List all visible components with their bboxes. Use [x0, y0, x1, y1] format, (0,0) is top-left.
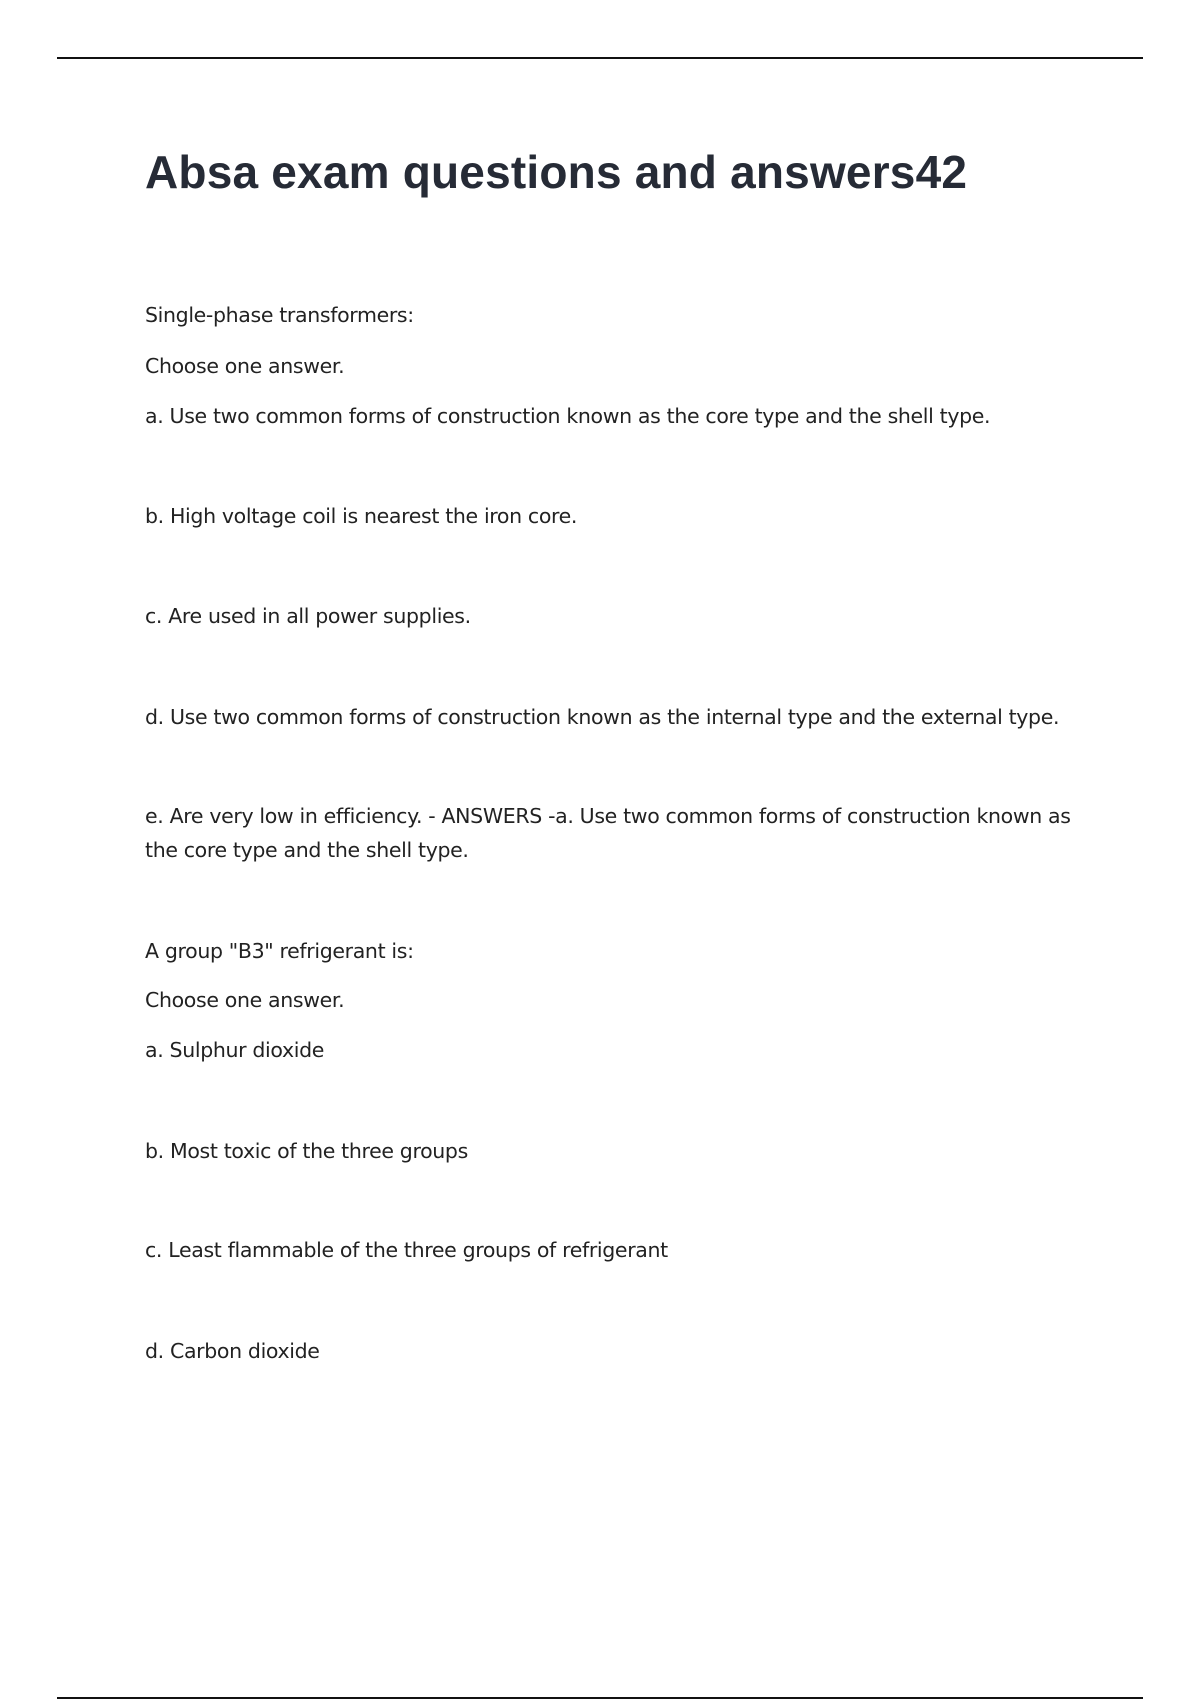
- top-divider: [57, 57, 1143, 59]
- question-2-option-c: c. Least flammable of the three groups of refrigerant: [145, 1238, 668, 1262]
- question-1-option-c: c. Are used in all power supplies.: [145, 604, 471, 628]
- question-1-option-b: b. High voltage coil is nearest the iron core.: [145, 504, 578, 528]
- bottom-divider: [57, 1697, 1143, 1699]
- question-2-option-a: a. Sulphur dioxide: [145, 1038, 325, 1062]
- question-1-option-d: d. Use two common forms of construction known as the internal type and the external type.: [145, 705, 1060, 729]
- question-2-option-d: d. Carbon dioxide: [145, 1339, 320, 1363]
- question-2-instruction: Choose one answer.: [145, 988, 345, 1012]
- page-title: Absa exam questions and answers42: [145, 146, 968, 198]
- question-1-instruction: Choose one answer.: [145, 354, 345, 378]
- question-1-option-a: a. Use two common forms of construction known as the core type and the shell type.: [145, 404, 991, 428]
- question-2-option-b: b. Most toxic of the three groups: [145, 1139, 468, 1163]
- question-1-option-e-with-answer: e. Are very low in efficiency. - ANSWERS -a. Use two common forms of construction known as the core type and the shell type.: [145, 804, 1071, 862]
- question-1-prompt: Single-phase transformers:: [145, 303, 414, 327]
- question-2-prompt: A group "B3" refrigerant is:: [145, 939, 414, 963]
